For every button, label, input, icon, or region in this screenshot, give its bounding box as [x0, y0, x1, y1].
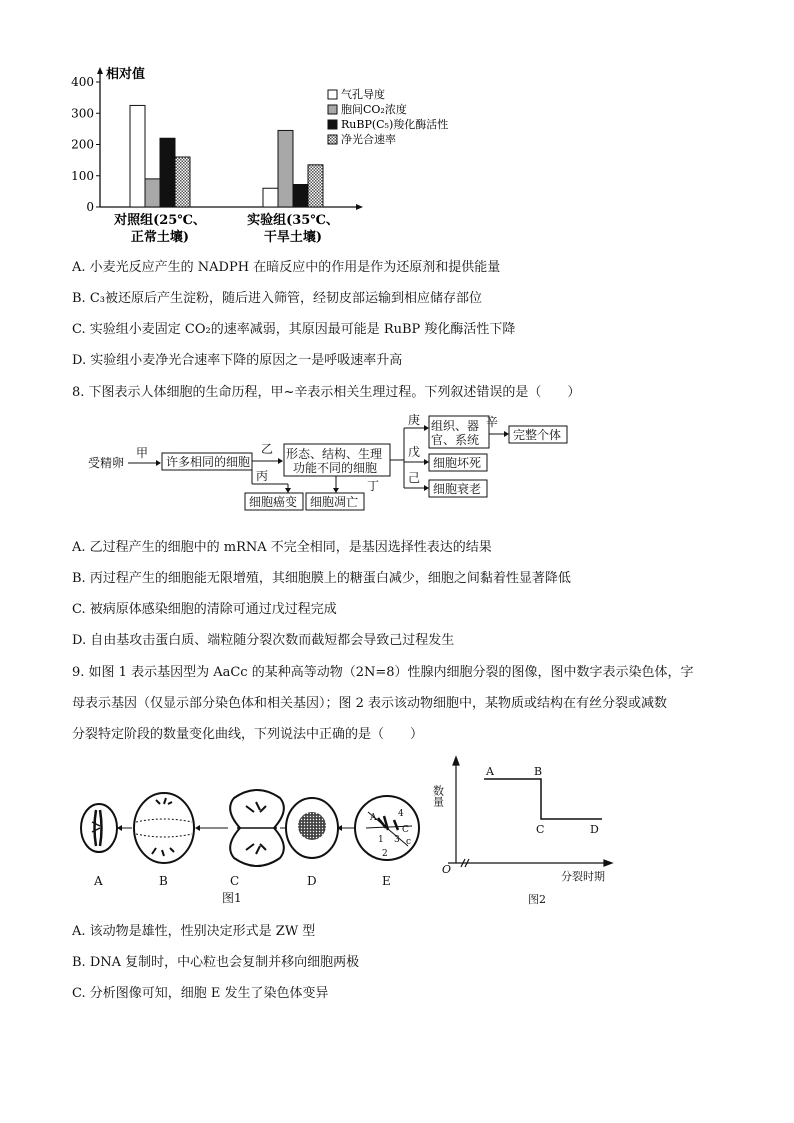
label-d: D: [307, 874, 317, 888]
e-gene-a-upper: A: [370, 813, 377, 823]
legend-swatch: [328, 135, 337, 144]
q8-stem: 8. 下图表示人体细胞的生命历程，甲~辛表示相关生理过程。下列叙述错误的是（ ）: [72, 385, 581, 400]
q8-label-wu: 戊: [408, 445, 421, 459]
q8-zygote-label: 受精卵: [88, 456, 125, 470]
fig2-ylabel: 数量: [431, 785, 445, 807]
e-gene-c-upper: C: [402, 825, 409, 835]
q8-box-aging: 细胞衰老: [433, 482, 482, 496]
fig2-point-d: D: [590, 823, 599, 836]
legend-label: 净光合速率: [341, 133, 396, 146]
y-axis-label: 相对值: [106, 67, 146, 82]
q8-box-individual: 完整个体: [513, 428, 562, 442]
y-tick-label: 100: [71, 168, 94, 183]
q8-label-ding: 丁: [367, 479, 380, 493]
q8-label-bing: 丙: [256, 469, 269, 483]
label-c: C: [230, 874, 240, 888]
q9-option-a: A. 该动物是雄性，性别决定形式是 ZW 型: [72, 924, 316, 939]
fig2-point-b: B: [534, 765, 543, 778]
label-a: A: [94, 874, 103, 888]
x-tick-label: 正常土壤): [130, 230, 190, 245]
q8-box-tissue-1: 组织、器: [431, 419, 480, 433]
bar: [175, 157, 190, 207]
legend-swatch: [328, 105, 337, 114]
fig2-caption: 图2: [528, 893, 546, 906]
q7-bar-chart: [60, 60, 480, 250]
q7-option-a: A. 小麦光反应产生的 NADPH 在暗反应中的作用是作为还原剂和提供能量: [72, 260, 501, 275]
x-tick-label: 对照组(25℃、: [114, 213, 206, 228]
fig2-xlabel: 分裂时期: [561, 870, 605, 883]
q8-box-apoptosis: 细胞凋亡: [310, 495, 359, 509]
q8-label-yi: 乙: [261, 442, 274, 456]
legend-label: 胞间CO₂浓度: [341, 103, 407, 116]
q8-label-xin: 辛: [486, 415, 499, 429]
legend-label: 气孔导度: [341, 88, 385, 101]
q8-box-diff-cells-2: 功能不同的细胞: [293, 461, 378, 475]
bar: [160, 138, 175, 207]
y-tick-label: 200: [71, 137, 94, 152]
e-num-2: 2: [382, 849, 388, 859]
q8-box-diff-cells-1: 形态、结构、生理: [286, 447, 383, 461]
q8-cell-life-diagram: [80, 412, 600, 522]
q8-label-geng: 庚: [408, 413, 421, 427]
q8-option-a: A. 乙过程产生的细胞中的 mRNA 不完全相同，是基因选择性表达的结果: [72, 540, 492, 555]
fig2-point-c: C: [536, 823, 545, 836]
q9-stem-line-1: 9. 如图 1 表示基因型为 AaCc 的某种高等动物（2N=8）性腺内细胞分裂的图像，图中数字表示染色体，字: [72, 665, 694, 680]
y-axis-arrow: [97, 67, 103, 74]
bar: [308, 165, 323, 207]
y-tick-label: 0: [86, 200, 94, 214]
label-e: E: [382, 874, 391, 888]
x-tick-label: 实验组(35℃、: [247, 213, 339, 228]
q9-stem-line-3: 分裂特定阶段的数量变化曲线，下列说法中正确的是（ ）: [72, 727, 424, 742]
y-tick-label: 400: [71, 75, 94, 89]
bar: [293, 185, 308, 208]
q9-stem-line-2: 母表示基因（仅显示部分染色体和相关基因）；图 2 表示该动物细胞中，某物质或结构在有丝分裂或减数: [72, 696, 668, 711]
q7-option-c: C. 实验组小麦固定 CO₂的速率减弱，其原因最可能是 RuBP 羧化酶活性下降: [72, 322, 516, 337]
q8-box-cancer: 细胞癌变: [249, 495, 298, 509]
q7-option-b: B. C₃被还原后产生淀粉，随后进入筛管，经韧皮部运输到相应储存部位: [72, 291, 482, 306]
e-gene-c-lower: c: [406, 837, 412, 847]
q8-label-jia: 甲: [136, 446, 149, 460]
e-num-1: 1: [378, 835, 384, 845]
bar: [130, 105, 145, 207]
fig2-origin: O: [442, 863, 452, 876]
q7-option-d: D. 实验组小麦净光合速率下降的原因之一是呼吸速率升高: [72, 353, 403, 368]
legend-swatch: [328, 90, 337, 99]
y-tick-label: 300: [71, 106, 94, 121]
q8-box-necrosis: 细胞坏死: [433, 456, 482, 470]
bar: [278, 130, 293, 207]
q9-option-b: B. DNA 复制时，中心粒也会复制并移向细胞两极: [72, 955, 360, 970]
q8-box-tissue-2: 官、系统: [431, 433, 480, 447]
q8-option-b: B. 丙过程产生的细胞能无限增殖，其细胞膜上的糖蛋白减少，细胞之间黏着性显著降低: [72, 571, 571, 586]
label-b: B: [159, 874, 168, 888]
q8-label-ji: 己: [408, 471, 421, 485]
q9-figure-2: [431, 755, 626, 906]
q9-figure-1: [72, 770, 422, 910]
bar: [145, 179, 160, 207]
fig1-caption: 图1: [222, 891, 242, 905]
q8-option-d: D. 自由基攻击蛋白质、端粒随分裂次数而截短都会导致己过程发生: [72, 633, 455, 648]
fig2-point-a: A: [486, 765, 494, 778]
bar: [263, 188, 278, 207]
x-axis-arrow: [356, 204, 363, 210]
legend-label: RuBP(C₅)羧化酶活性: [341, 118, 449, 131]
q9-option-c: C. 分析图像可知，细胞 E 发生了染色体变异: [72, 986, 329, 1001]
x-tick-label: 干旱土壤): [263, 230, 323, 245]
q8-box-same-cells: 许多相同的细胞: [166, 455, 251, 469]
legend-swatch: [328, 120, 337, 129]
e-num-3: 3: [394, 835, 400, 845]
e-num-4a: 4: [398, 809, 404, 819]
q8-option-c: C. 被病原体感染细胞的清除可通过戊过程完成: [72, 602, 337, 617]
